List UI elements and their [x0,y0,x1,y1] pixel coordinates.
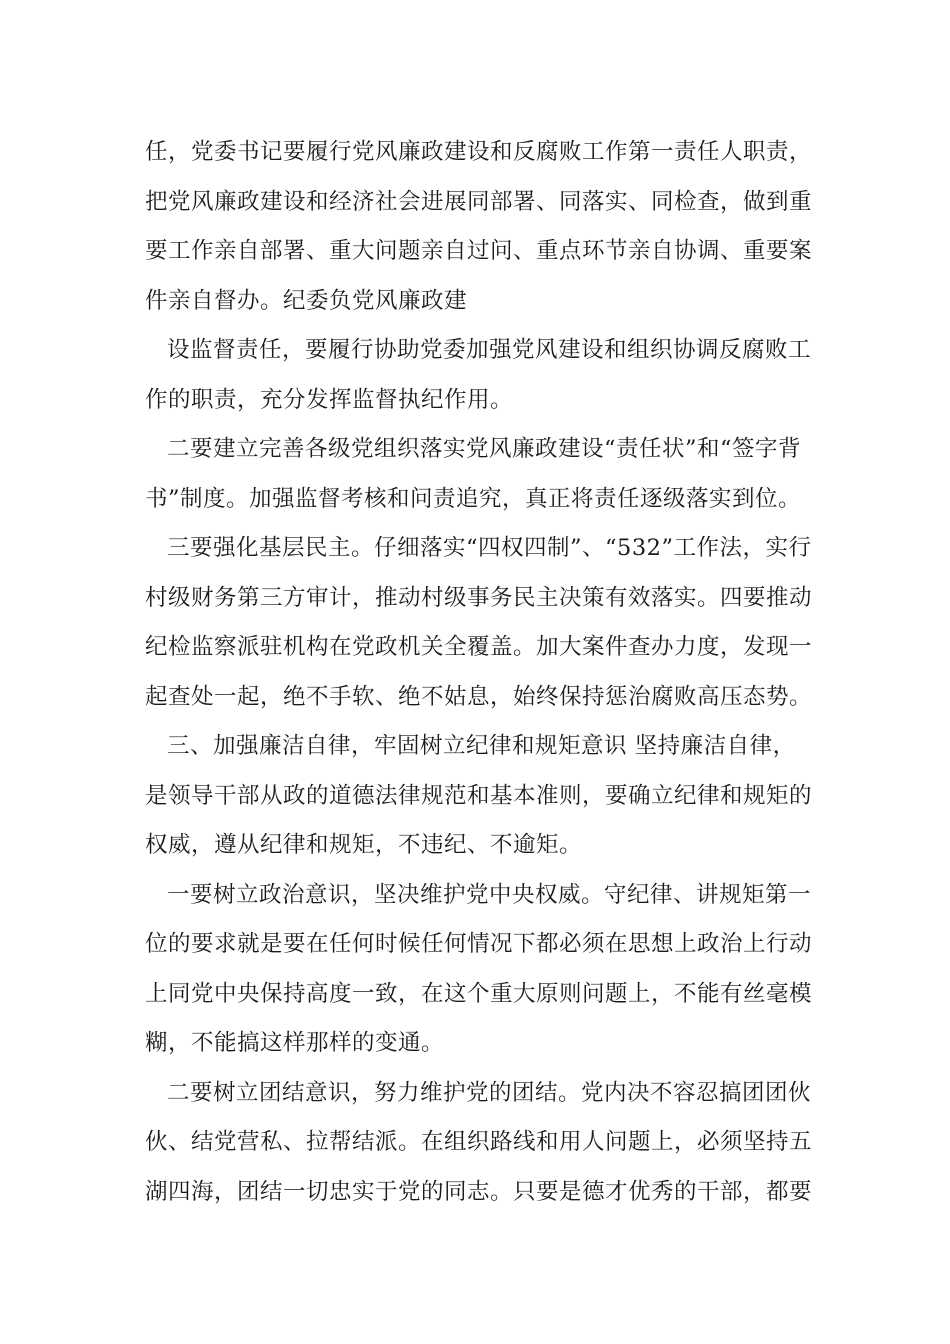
paragraph-7: 二要树立团结意识，努力维护党的团结。党内决不容忍搞团团伙伙、结党营私、拉帮结派。在组织路线和用人问题上，必须坚持五湖四海，团结一切忠实于党的同志。只要是德才优秀的干部，都要 [145,1079,813,1205]
document-body [145,128,815,1217]
paragraph-5: 三、加强廉洁自律，牢固树立纪律和规矩意识 坚持廉洁自律，是领导干部从政的道德法律规范和基本准则，要确立纪律和规矩的权威，遵从纪律和规矩，不违纪、不逾矩。 [145,733,813,858]
paragraph-6: 一要树立政治意识，坚决维护党中央权威。守纪律、讲规矩第一位的要求就是要在任何时候任何情况下都必须在思想上政治上行动上同党中央保持高度一致，在这个重大原则问题上，不能有丝毫模糊，不能搞这样那样的变通。 [145,881,813,1056]
paragraph-4: 三要强化基层民主。仔细落实“四权四制”、“532”工作法，实行村级财务第三方审计，推动村级事务民主决策有效落实。四要推动纪检监察派驻机构在党政机关全覆盖。加大案件查办力度，发现一起查处一起，绝不手软、绝不姑息，始终保持惩治腐败高压态势。 [145,535,813,710]
paragraph-1: 任，党委书记要履行党风廉政建设和反腐败工作第一责任人职责，把党风廉政建设和经济社会进展同部署、同落实、同检查，做到重要工作亲自部署、重大问题亲自过问、重点环节亲自协调、重要案件亲自督办。纪委负党风廉政建 [145,139,813,314]
paragraph-3: 二要建立完善各级党组织落实党风廉政建设“责任状”和“签字背书”制度。加强监督考核和问责追究，真正将责任逐级落实到位。 [145,436,802,512]
paragraph-2: 设监督责任，要履行协助党委加强党风建设和组织协调反腐败工作的职责，充分发挥监督执纪作用。 [145,337,812,413]
